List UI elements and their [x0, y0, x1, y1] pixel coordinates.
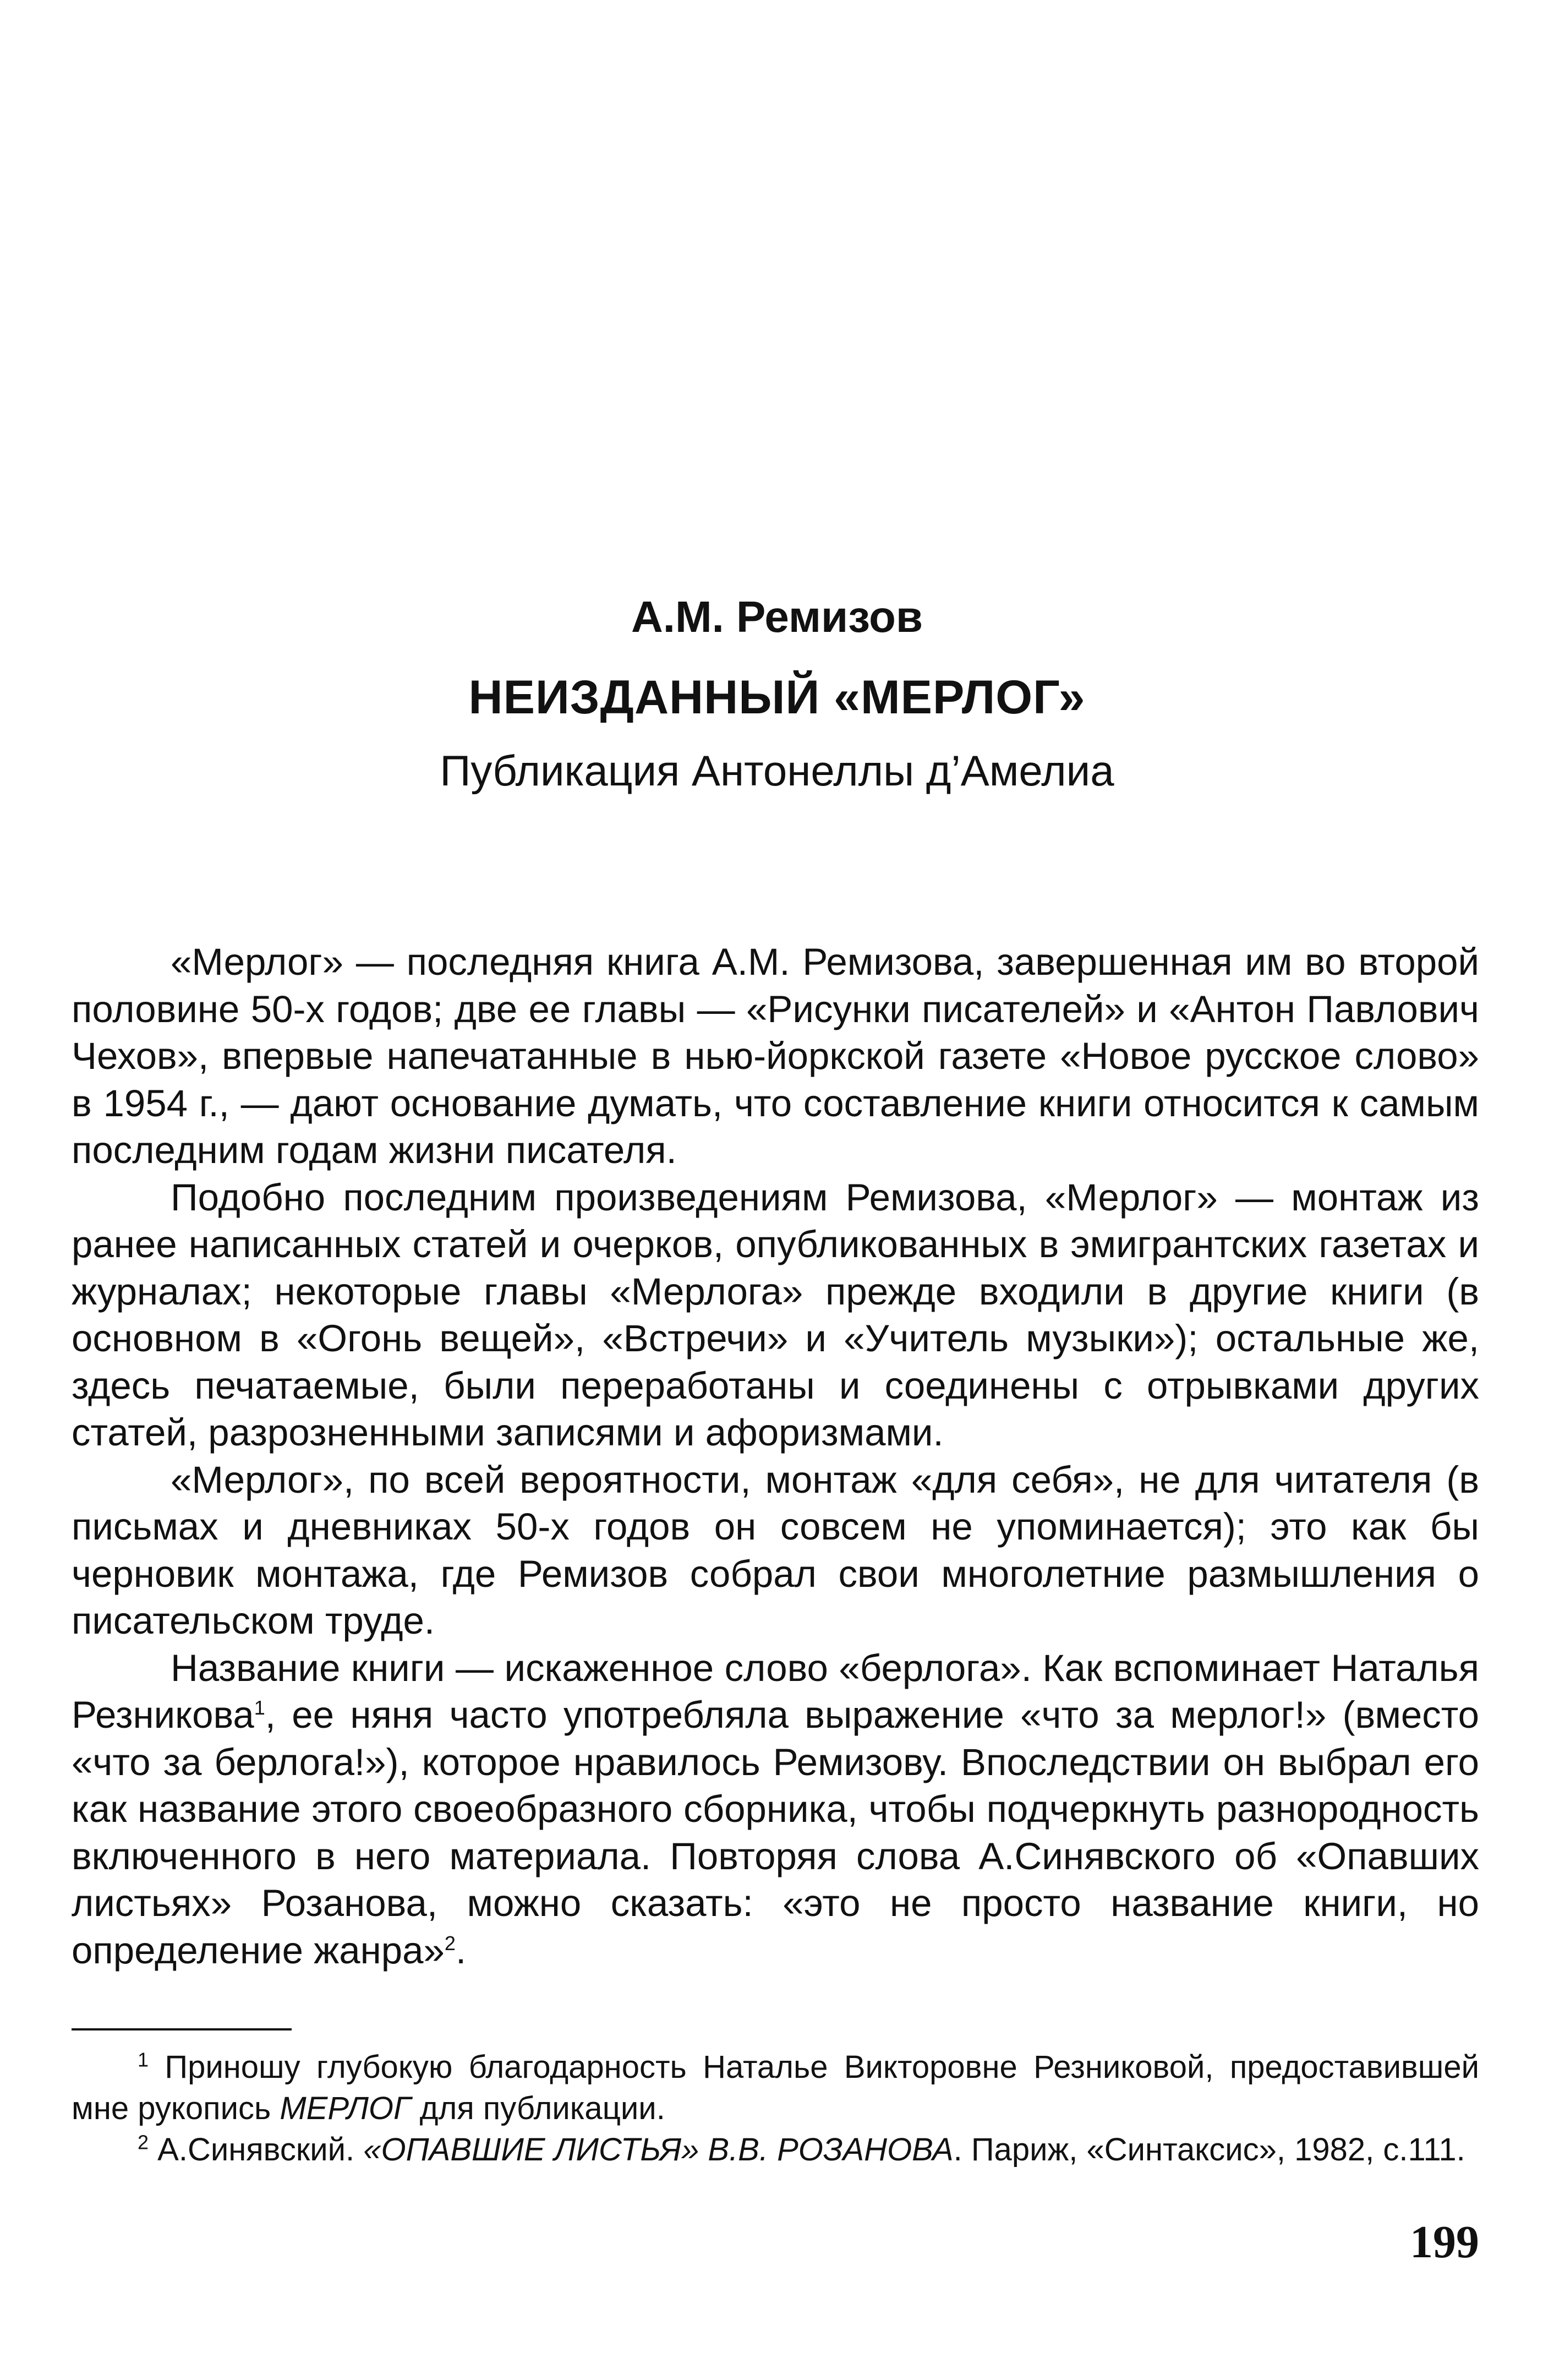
footnote-1-mark: 1 — [138, 2048, 149, 2071]
author-name: А.М. Ремизов — [631, 592, 923, 641]
footnote-1-text-b: для публикации. — [411, 2090, 665, 2126]
footnote-1 — [72, 2046, 1479, 2129]
article-title: НЕИЗДАННЫЙ «МЕРЛОГ» — [468, 671, 1086, 724]
footnote-ref-2: 2 — [444, 1931, 456, 1955]
paragraph-4 — [72, 1645, 1479, 1974]
footnote-2-italic: «ОПАВШИЕ ЛИСТЬЯ» В.В. РОЗАНОВА — [363, 2132, 954, 2168]
footnote-2-text-a: А.Синявский. — [157, 2132, 364, 2168]
paragraph-3: «Мерлог», по всей вероятности, монтаж «для себя», не для читателя (в письмах и дневниках 50-х годов он совсем не упоминается); это как бы черновик монтажа, где Ремизов собрал свои многолетние размышления о писательском труде. — [72, 1458, 1479, 1642]
paragraph-2: Подобно последним произведениям Ремизова, «Мерлог» — монтаж из ранее написанных статей и очерков, опубликованных в эмигрантских газетах и журналах; некоторые главы «Мерлога» прежде входили в другие книги (в основном в «Огонь вещей», «Встречи» и «Учитель музыки»); остальные же, здесь печатаемые, были переработаны и соединены с отрывками других статей, разрозненными записями и афоризмами. — [72, 1176, 1479, 1454]
footnote-2 — [72, 2129, 1479, 2170]
footnote-1-text-a: Приношу глубокую благодарность Наталье Викторовне Резниковой, предоставившей мне рукопись — [72, 2049, 1479, 2126]
paragraph-1: «Мерлог» — последняя книга А.М. Ремизова, завершенная им во второй половине 50-х годов; две ее главы — «Рисунки писателей» и «Антон Павлович Чехов», впервые напечатанные в нью-йоркской газете «Новое русское слово» в 1954 г., — дают основание думать, что составление книги относится к самым последним годам жизни писателя. — [72, 941, 1479, 1171]
footnote-1-italic: МЕРЛОГ — [280, 2090, 411, 2126]
footnote-2-mark: 2 — [138, 2131, 149, 2154]
publication-credit: Публикация Антонеллы д’Амелиа — [440, 746, 1114, 795]
paragraph-4-text-c: . — [455, 1929, 467, 1972]
footnote-2-text-b: . Париж, «Синтаксис», 1982, с.111. — [953, 2132, 1465, 2168]
paragraph-4-text-b: , ее няня часто употребляла выражение «что за мерлог!» (вместо «что за берлога!»), которое нравилось Ремизову. Впоследствии он выбрал его как название этого своеобразного сборника, чтобы подчеркнуть разнородность включенного в него материала. Повторяя слова А.Синявского об «Опавших листьях» Розанова, можно сказать: «это не просто название книги, но определение жанра» — [72, 1694, 1479, 1972]
page-number: 199 — [1410, 2217, 1479, 2268]
footnote-ref-1: 1 — [254, 1696, 265, 1719]
paragraph-4-text-a: Название книги — искаженное слово «берлога». Как вспоминает Наталья Резникова — [72, 1646, 1479, 1736]
article-body — [72, 938, 1479, 1974]
footnote-separator — [72, 2028, 292, 2030]
footnotes — [72, 2046, 1479, 2170]
